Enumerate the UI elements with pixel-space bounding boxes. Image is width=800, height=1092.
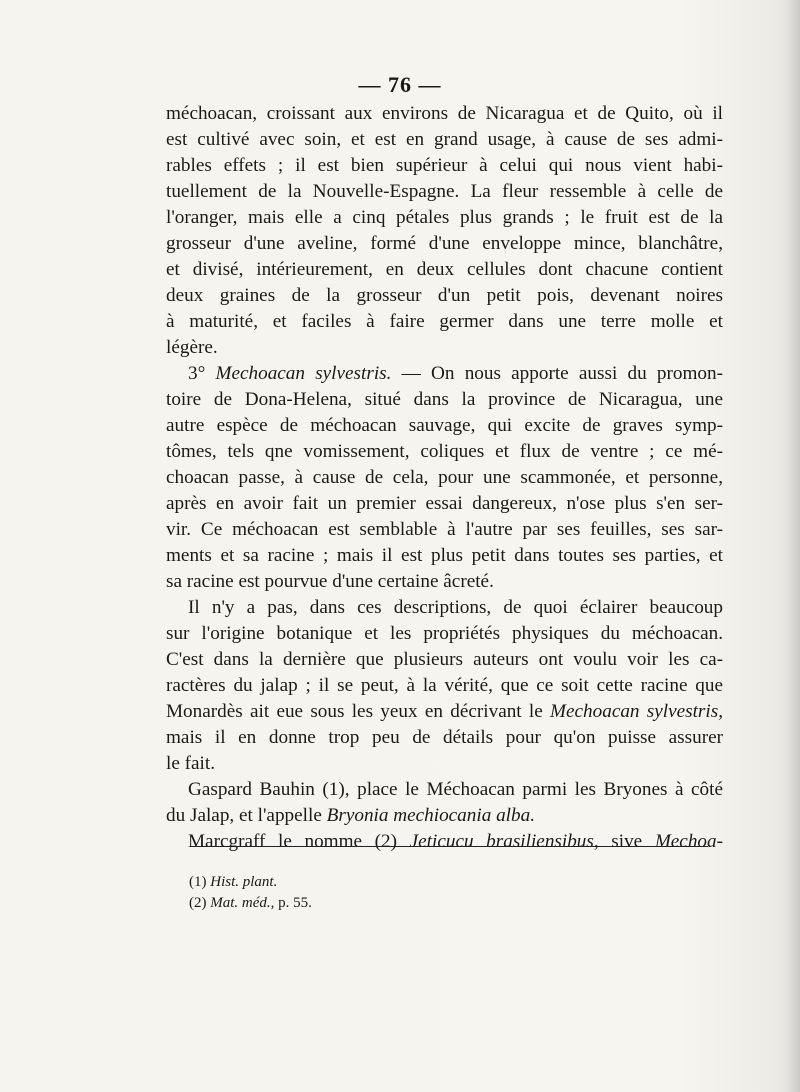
text-line-heading-mechoacan-sylvestris	[166, 361, 723, 387]
text-line: à maturité, et faciles à faire germer dans une terre molle et	[166, 311, 723, 332]
text-line: ments et sa racine ; mais il est plus petit dans toutes ses parties, et	[166, 545, 723, 566]
text-line: l'oranger, mais elle a cinq pétales plus grands ; le fruit est de la	[166, 207, 723, 228]
line-segment: sive	[598, 831, 655, 852]
text-line: Il n'y a pas, dans ces descriptions, de quoi éclairer beaucoup	[188, 597, 723, 618]
italic-term: Bryonia mechiocania alba.	[326, 805, 535, 826]
footnote-tail: , p. 55.	[270, 895, 312, 911]
text-line: grosseur d'une aveline, formé d'une enveloppe mince, blanchâtre,	[166, 233, 723, 254]
text-line: rables effets ; il est bien supérieur à celui qui nous vient habi-	[166, 155, 723, 176]
text-line: Gaspard Bauhin (1), place le Méchoacan parmi les Bryones à côté	[188, 779, 723, 800]
footnote-reference: Mat. méd.	[210, 895, 271, 911]
text-line: sa racine est pourvue d'une certaine âcreté.	[166, 571, 494, 592]
text-line: deux graines de la grosseur d'un petit pois, devenant noires	[166, 285, 723, 306]
footnote-1	[189, 872, 312, 893]
footnotes	[189, 872, 312, 914]
line-segment: 3°	[188, 363, 216, 384]
text-line: autre espèce de méchoacan sauvage, qui excite de graves symp-	[166, 415, 723, 436]
italic-term: Mechoa-	[654, 831, 723, 852]
text-line: tômes, tels qne vomissement, coliques et flux de ventre ; ce mé-	[166, 441, 723, 462]
text-line: toire de Dona-Helena, situé dans la province de Nicaragua, une	[166, 389, 723, 410]
text-line-monardes	[166, 699, 723, 725]
text-line-bryonia	[166, 803, 723, 829]
line-segment: — On nous apporte aussi du promon-	[391, 363, 723, 384]
footnote-separator-rule	[190, 846, 708, 847]
italic-term: Mechoacan sylvestris.	[215, 363, 392, 384]
italic-term: Mechoacan sylvestris,	[550, 701, 723, 722]
text-line: vir. Ce méchoacan est semblable à l'autre par ses feuilles, ses sar-	[166, 519, 723, 540]
footnote-2	[189, 893, 312, 914]
text-line: ractères du jalap ; il se peut, à la vérité, que ce soit cette racine que	[166, 675, 723, 696]
body-text	[166, 101, 723, 855]
text-line: après en avoir fait un premier essai dangereux, n'ose plus s'en ser-	[166, 493, 723, 514]
text-line: et divisé, intérieurement, en deux cellules dont chacune contient	[166, 259, 723, 280]
text-line: choacan passe, à cause de cela, pour une scammonée, et personne,	[166, 467, 723, 488]
line-segment: du Jalap, et l'appelle	[166, 805, 327, 826]
line-segment: Monardès ait eue sous les yeux en décrivant le	[166, 701, 551, 722]
line-segment: Marcgraff le nomme (2)	[188, 831, 410, 852]
text-line: méchoacan, croissant aux environs de Nicaragua et de Quito, où il	[166, 103, 723, 124]
text-line: mais il en donne trop peu de détails pour qu'on puisse assurer	[166, 727, 723, 748]
footnote-mark: (1)	[189, 874, 211, 890]
text-line: est cultivé avec soin, et est en grand usage, à cause de ses admi-	[166, 129, 723, 150]
text-line-marcgraff	[166, 829, 723, 855]
text-line: sur l'origine botanique et les propriétés physiques du méchoacan.	[166, 623, 723, 644]
italic-term: Jeticucu brasiliensibus,	[409, 831, 599, 852]
footnote-reference: Hist. plant.	[210, 874, 278, 890]
text-line: légère.	[166, 337, 218, 358]
text-line: C'est dans la dernière que plusieurs auteurs ont voulu voir les ca-	[166, 649, 723, 670]
page-edge-shadow	[786, 0, 800, 1092]
footnote-mark: (2)	[189, 895, 211, 911]
text-line: le fait.	[166, 753, 216, 774]
text-line: tuellement de la Nouvelle-Espagne. La fleur ressemble à celle de	[166, 181, 723, 202]
page-number: — 76 —	[358, 72, 442, 97]
